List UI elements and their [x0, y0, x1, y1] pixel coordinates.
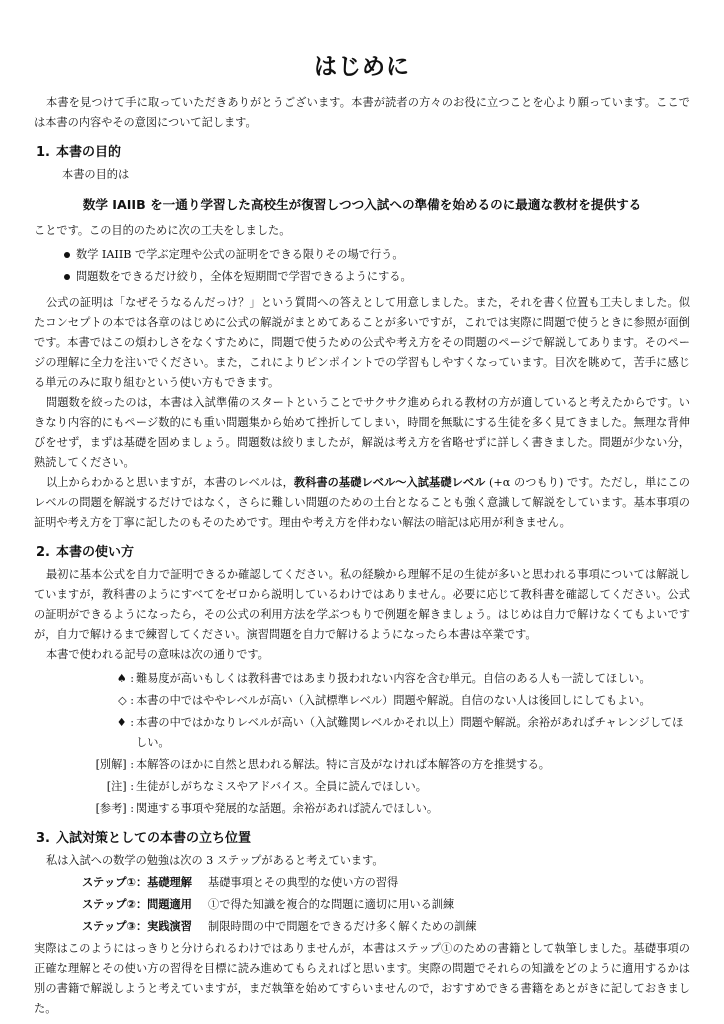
text-span: 以上からわかると思いますが，本書のレベルは， [46, 476, 294, 489]
step-list [34, 873, 690, 937]
section-heading-position [34, 829, 690, 849]
list-item-text: 数学 IAIIB で学ぶ定理や公式の証明をできる限りその場で行う。 [76, 248, 404, 261]
paragraph: 公式の証明は「なぜそうなるんだっけ？」という質問への答えとして用意しました。また，それを書く位置も工夫しました。似たコンセプトの本では各章のはじめに公式の解説がまとめてあることが多いですが，これでは実際に問題で使うときに参照が面倒です。本書ではこの煩わしさをなくすために，問題で使うための公式や考え方をその問題のページで解説してあります。そのページの理解に全力を注いでください。また，これによりピンポイントでの学習もしやすくなっています。目次を眺めて，苦手に感じる単元のみに取り組むという使い方もできます。 [34, 296, 690, 389]
symbol-row [34, 799, 690, 819]
section-title: 本書の使い方 [56, 545, 135, 560]
paragraph: 本書で使われる記号の意味は次の通りです。 [46, 648, 269, 661]
section-heading-purpose [34, 143, 690, 163]
section-number: 3. [36, 831, 50, 846]
purpose-after: ことです。この目的のために次の工夫をしました。 [34, 224, 291, 237]
intro-paragraph: 本書を見つけて手に取っていただきありがとうございます。本書が読者の方々のお役に立つことを心より願っています。ここでは本書の内容やその意図について記します。 [34, 96, 690, 129]
symbol-row [34, 755, 690, 775]
bullet-icon [64, 274, 70, 280]
paragraph: 問題数を絞ったのは，本書は入試準備のスタートということでサクサク進められる教材の方が適していると考えたからです。いきなり内容的にもページ数的にも重い問題集から始めて挫折してしまい，時間を無駄にする生徒を多く見てきました。無理な背伸びをせず，まずは基礎を固めましょう。問題数は絞りましたが，解説は考え方を省略せずに詳しく書きました。問題が少ない分，熟読してください。 [34, 396, 690, 469]
step-label: ステップ①：基礎理解 [82, 876, 192, 889]
symbol-desc: 本書の中ではかなりレベルが高い（入試難関レベルかそれ以上）問題や解説。余裕があればチャレンジしてほしい。 [136, 716, 684, 749]
paragraph: 最初に基本公式を自力で証明できるか確認してください。私の経験から理解不足の生徒が多いと思われる事項については解説していますが，教科書のようにすべてをゼロから説明しているわけではありません。必要に応じて教科書を確認してください。公式の証明ができるようになったら，その公式の利用方法を学ぶつもりで例題を解きましょう。はじめは自力で解けなくてもよいですが，自力で解けるまで練習してください。演習問題を自力で解けるようになったら本書は卒業です。 [34, 568, 690, 641]
symbol-key: ♠ : [116, 672, 134, 685]
document-page [34, 48, 690, 1019]
symbol-key: [別解] : [95, 758, 134, 771]
symbol-desc: 関連する事項や発展的な話題。余裕があれば読んでほしい。 [136, 802, 439, 815]
list-item [76, 245, 690, 265]
section-number: 2. [36, 545, 50, 560]
section-heading-usage [34, 543, 690, 563]
symbol-row [34, 669, 690, 689]
step-row [34, 895, 690, 915]
symbol-key: [参考] : [95, 802, 134, 815]
purpose-lead: 本書の目的は [62, 168, 130, 181]
bold-text: 教科書の基礎レベル〜入試基礎レベル [293, 476, 486, 489]
symbol-desc: 難易度が高いもしくは教科書ではあまり扱われない内容を含む単元。自信のある人も一読してほしい。 [136, 672, 651, 685]
symbol-desc: 生徒がしがちなミスやアドバイス。全員に読んでほしい。 [136, 780, 427, 793]
list-item [76, 267, 690, 287]
symbol-desc: 本書の中ではややレベルが高い（入試標準レベル）問題や解説。自信のない人は後回しにしてもよい。 [136, 694, 651, 707]
paragraph: 私は入試への数学の勉強は次の 3 ステップがあると考えています。 [46, 854, 384, 867]
symbol-row [34, 777, 690, 797]
purpose-statement: 数学 IAIIB を一通り学習した高校生が復習しつつ入試への準備を始めるのに最適な教材を提供する [82, 197, 642, 212]
list-item-text: 問題数をできるだけ絞り，全体を短期間で学習できるようにする。 [76, 270, 412, 283]
section-title: 本書の目的 [56, 145, 122, 160]
step-row [34, 873, 690, 893]
symbol-desc: 本解答のほかに自然と思われる解法。特に言及がなければ本解答の方を推奨する。 [136, 758, 550, 771]
step-label: ステップ③：実践演習 [82, 920, 192, 933]
page-title: はじめに [314, 54, 410, 80]
step-row [34, 917, 690, 937]
symbol-key: [注] : [106, 780, 134, 793]
paragraph-level [34, 473, 690, 533]
symbol-legend [34, 669, 690, 819]
step-desc: 制限時間の中で問題をできるだけ多く解くための訓練 [208, 920, 477, 933]
step-desc: ①で得た知識を複合的な問題に適切に用いる訓練 [208, 898, 455, 911]
step-desc: 基礎事項とその典型的な使い方の習得 [208, 876, 399, 889]
section-title: 入試対策としての本書の立ち位置 [56, 831, 252, 846]
paragraph: 実際はこのようにはっきりと分けられるわけではありませんが，本書はステップ①のための書籍として執筆しました。基礎事項の正確な理解とその使い方の習得を目標に読み進めてもらえればと思います。実際の問題でそれらの知識をどのように適用するかは別の書籍で解説しようと考えていますが，まだ執筆を始めてすらいませんので，おすすめできる書籍をあとがきに記しておきました。 [34, 942, 690, 1015]
text-span: (+α のつもり) です。ただし，単にこのレベルの問題を解説するだけではなく，さらに難しい問題のための土台となることも強く意識して解説をしています。基本事項の証明や考え方を丁寧に記したのもそのためです。理由や考え方を伴わない解法の暗記は応用が利きません。 [34, 476, 690, 529]
feature-list [34, 245, 690, 287]
symbol-key: ♦ : [116, 716, 134, 729]
bullet-icon [64, 252, 70, 258]
symbol-key: ◇ : [118, 694, 134, 707]
step-label: ステップ②：問題適用 [82, 898, 192, 911]
section-number: 1. [36, 145, 50, 160]
symbol-row [34, 691, 690, 711]
symbol-row [34, 713, 690, 753]
